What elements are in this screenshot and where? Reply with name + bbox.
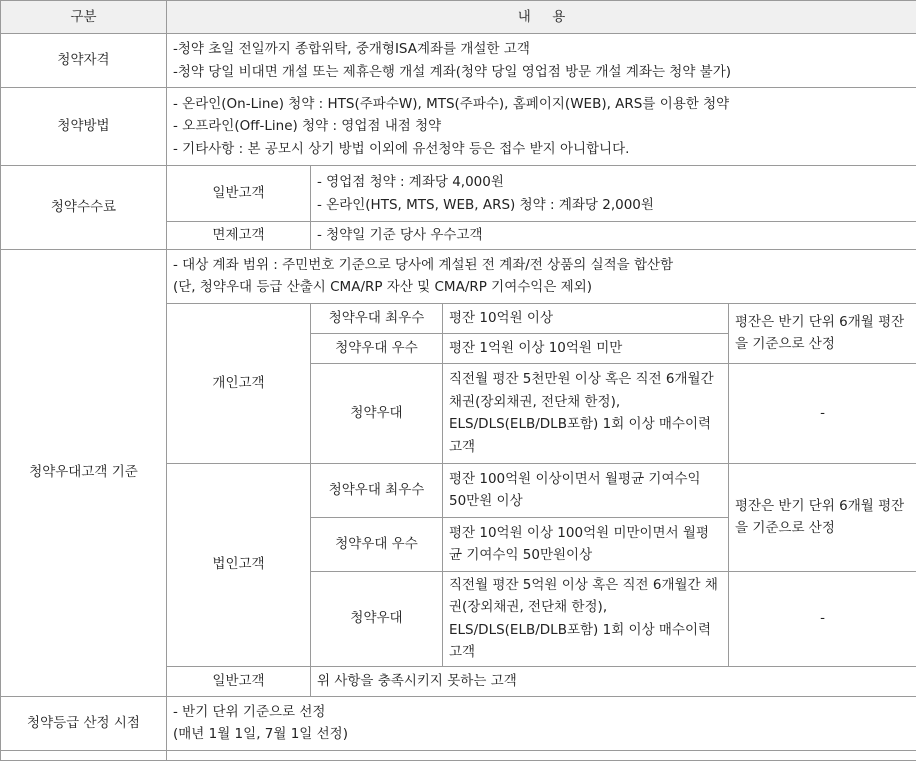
timing-line-1: - 반기 단위 기준으로 선정 bbox=[173, 701, 910, 724]
trailing-cell-content bbox=[167, 750, 916, 760]
fee-general-label: 일반고객 bbox=[167, 166, 311, 222]
corporate-label: 법인고객 bbox=[167, 463, 311, 666]
individual-note-bottom: - bbox=[729, 363, 916, 463]
method-content bbox=[167, 88, 916, 166]
corporate-tier-3-grade: 청약우대 bbox=[311, 571, 443, 666]
corporate-tier-2-grade: 청약우대 우수 bbox=[311, 517, 443, 571]
individual-tier-1-criteria: 평잔 10억원 이상 bbox=[443, 303, 729, 333]
trailing-cell-label bbox=[1, 750, 167, 760]
corporate-tier-1-criteria: 평잔 100억원 이상이면서 월평균 기여수익 50만원 이상 bbox=[443, 463, 729, 517]
qualification-line-2: -청약 당일 비대면 개설 또는 제휴은행 개설 계좌(청약 당일 영업점 방문 개설 계좌는 청약 불가) bbox=[173, 61, 910, 84]
fee-general-row bbox=[1, 166, 916, 222]
corporate-note-bottom: - bbox=[729, 571, 916, 666]
qualification-label: 청약자격 bbox=[1, 34, 167, 88]
preferred-scope-line-1: - 대상 계좌 범위 : 주민번호 기준으로 당사에 계설된 전 계좌/전 상품의 실적을 합산함 bbox=[173, 254, 910, 277]
preferred-scope-row bbox=[1, 249, 916, 303]
method-line-2: - 오프라인(Off-Line) 청약 : 영업점 내점 청약 bbox=[173, 115, 910, 138]
corporate-tier-1-grade: 청약우대 최우수 bbox=[311, 463, 443, 517]
individual-label: 개인고객 bbox=[167, 303, 311, 463]
method-line-3: - 기타사항 : 본 공모시 상기 방법 이외에 유선청약 등은 접수 받지 아니합니다. bbox=[173, 138, 910, 161]
corporate-note-top: 평잔은 반기 단위 6개월 평잔을 기준으로 산정 bbox=[729, 463, 916, 571]
individual-tier-1-grade: 청약우대 최우수 bbox=[311, 303, 443, 333]
fee-label: 청약수수료 bbox=[1, 166, 167, 250]
individual-tier-2-grade: 청약우대 우수 bbox=[311, 333, 443, 363]
qualification-line-1: -청약 초일 전일까지 종합위탁, 중개형ISA계좌를 개설한 고객 bbox=[173, 38, 910, 61]
method-label: 청약방법 bbox=[1, 88, 167, 166]
corporate-tier-2-criteria: 평잔 10억원 이상 100억원 미만이면서 월평균 기여수익 50만원이상 bbox=[443, 517, 729, 571]
preferred-general-content: 위 사항을 충족시키지 못하는 고객 bbox=[311, 666, 916, 696]
header-category: 구분 bbox=[1, 1, 167, 34]
fee-exempt-content: - 청약일 기준 당사 우수고객 bbox=[311, 222, 916, 250]
fee-general-line-2: - 온라인(HTS, MTS, WEB, ARS) 청약 : 계좌당 2,000원 bbox=[317, 194, 910, 217]
preferred-general-label: 일반고객 bbox=[167, 666, 311, 696]
individual-tier-2-criteria: 평잔 1억원 이상 10억원 미만 bbox=[443, 333, 729, 363]
timing-label: 청약등급 산정 시점 bbox=[1, 696, 167, 750]
preferred-scope-line-2: (단, 청약우대 등급 산출시 CMA/RP 자산 및 CMA/RP 기여수익은 제외) bbox=[173, 276, 910, 299]
method-row bbox=[1, 88, 916, 166]
qualification-content bbox=[167, 34, 916, 88]
fee-general-content bbox=[311, 166, 916, 222]
timing-line-2: (매년 1월 1일, 7월 1일 선정) bbox=[173, 723, 910, 746]
trailing-row bbox=[1, 750, 916, 760]
fee-general-line-1: - 영업점 청약 : 계좌당 4,000원 bbox=[317, 171, 910, 194]
header-content: 내 용 bbox=[167, 1, 916, 34]
fee-exempt-label: 면제고객 bbox=[167, 222, 311, 250]
header-row bbox=[1, 1, 916, 34]
qualification-row bbox=[1, 34, 916, 88]
individual-tier-3-criteria: 직전월 평잔 5천만원 이상 혹은 직전 6개월간 채권(장외채권, 전단채 한정), ELS/DLS(ELB/DLB포함) 1회 이상 매수이력 고객 bbox=[443, 363, 729, 463]
preferred-scope bbox=[167, 249, 916, 303]
method-line-1: - 온라인(On-Line) 청약 : HTS(주파수W), MTS(주파수), 홈페이지(WEB), ARS를 이용한 청약 bbox=[173, 93, 910, 116]
individual-tier-3-grade: 청약우대 bbox=[311, 363, 443, 463]
corporate-tier-3-criteria: 직전월 평잔 5억원 이상 혹은 직전 6개월간 채권(장외채권, 전단채 한정), ELS/DLS(ELB/DLB포함) 1회 이상 매수이력 고객 bbox=[443, 571, 729, 666]
individual-note-top: 평잔은 반기 단위 6개월 평잔을 기준으로 산정 bbox=[729, 303, 916, 363]
preferred-label: 청약우대고객 기준 bbox=[1, 249, 167, 696]
